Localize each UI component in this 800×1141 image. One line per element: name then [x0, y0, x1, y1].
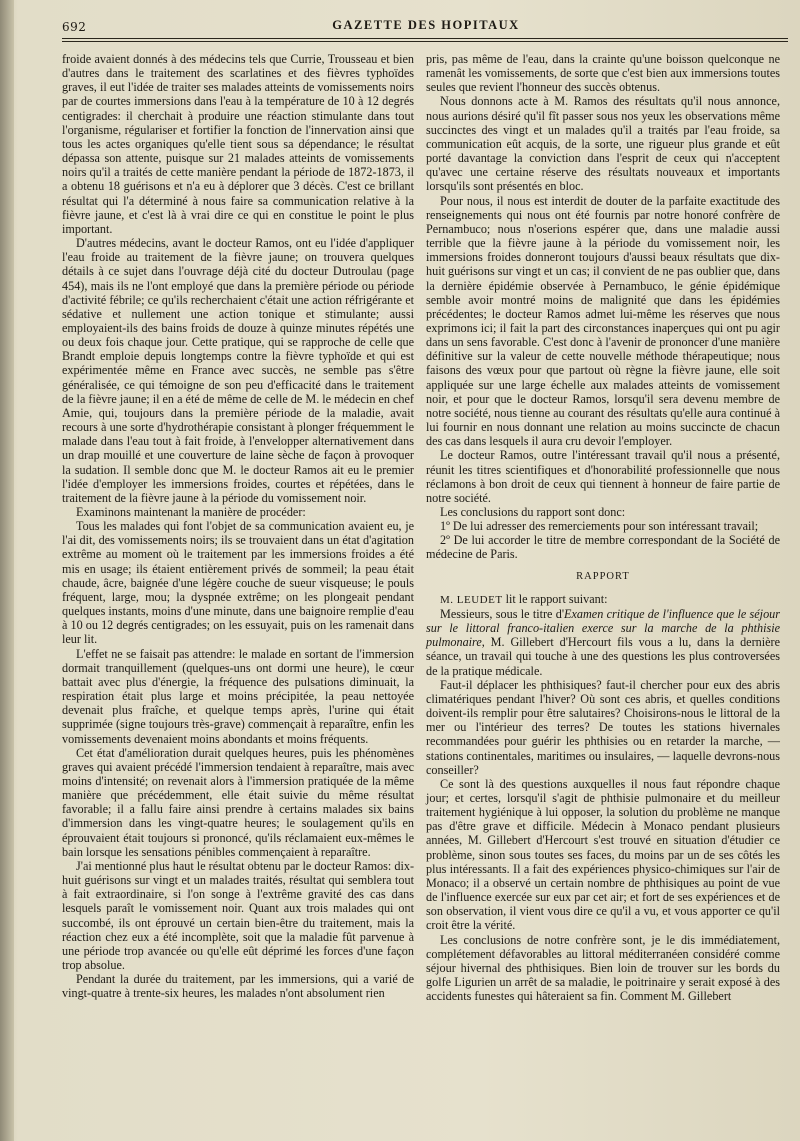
paragraph: Les conclusions de notre confrère sont, je le dis immédiatement, complétement défavorables au littoral méditerranéen considéré comme séjour hivernal des phthisiques. Bien loin de trouver sur les bords du golfe Ligurien un arrêt de sa maladie, le poitrinaire y serait exposé à des accidents funestes qui hâteraient sa fin. Comment M. Gillebert: [426, 932, 780, 1004]
section-heading: RAPPORT: [576, 570, 630, 582]
paragraph: Cet état d'amélioration durait quelques heures, puis les phénomènes graves qui avaient précédé l'immersion tendaient à reparaître, mais avec moins d'intensité; on revenait alors à l'immersion pratiquée de la même manière que précédemment, elle était suivie du même résultat favorable; il a fallu faire ainsi prendre à certains malades six bains d'immersion dans les vingt-quatre heures; le soulagement qu'ils en éprouvaient était toujours si prononcé, qu'ils réclamaient eux-mêmes le bain lorsque les sensations pénibles commençaient à reparaître.: [62, 745, 414, 859]
paragraph: L'effet ne se faisait pas attendre: le malade en sortant de l'immersion dormait tranquillement (quelques-uns ont dormi une heure), le cœur battait avec plus d'énergie, la fréquence des pulsations diminuait, la respiration était plus large et moins précipitée, la peau nettoyée devenait plus fraîche, et quelque temps après, l'urine qui était supprimée (signe toujours très-grave) commençait à reparaître, enfin les vomissements devenaient moins abondants et moins fréquents.: [62, 646, 414, 746]
paragraph: 1º De lui adresser des remerciements pour son intéressant travail;: [440, 519, 759, 534]
paragraph: pris, pas même de l'eau, dans la crainte qu'une boisson quelconque ne ramenât les vomissements, de sorte que c'est bien aux immersions toutes seules que revient l'honneur des succès obtenus.: [426, 52, 780, 95]
paragraph: Le docteur Ramos, outre l'intéressant travail qu'il nous a présenté, réunit les titres scientifiques et d'honorabilité professionnelle que nous réclamons à bon droit de ceux qui tiennent à honneur de faire partie de notre société.: [426, 448, 780, 505]
page-header: [62, 14, 790, 36]
paragraph: [426, 607, 780, 678]
work-title: Examen critique de l'influence que le séjour sur le littoral franco-italien exerce sur la marche de la phthisie pulmonaire: [426, 606, 781, 650]
binding-edge: [0, 0, 14, 1141]
paragraph: Tous les malades qui font l'objet de sa communication avaient eu, je l'ai dit, des vomissements noirs; ils se trouvaient dans un état d'agitation extrême au moment où le traitement par les immersions froides a été mis en usage; ils étaient entièrement privés de sommeil; la peau était chaude, âcre, baignée d'une légère couche de sueur visqueuse; le pouls fréquent, large, mou; la dyspnée extrême; on les plongeait pendant quelques instants, moins d'une minute, dans une baignoire remplie d'eau à 10 ou 12 degrés centigrades; on les essuyait, puis on les ramenait dans leur lit.: [62, 519, 414, 647]
paragraph: froide avaient donnés à des médecins tels que Currie, Trousseau et bien d'autres dans le traitement des scarlatines et des fièvres typhoïdes graves, il eut l'idée de traiter ses malades atteints de vomissements noirs par de courtes immersions dans l'eau à la température de 10 à 12 degrés centigrades: il cherchait à produire une réaction stimulante dans tout l'organisme, régulariser et fortifier la fonction de l'innervation ainsi que tous les actes organiques qu'elle tient sous sa dépendance; le résultat dépassa son attente, puisque sur 21 malades atteints de vomissements noirs qu'il a traités de cette manière pendant la période de 1872-1873, il a obtenu 18 guérisons et n'a eu à déplorer que 3 décès. C'est ce brillant résultat qui l'a déterminé à nous faire sa communication relative à la fièvre jaune, et c'est là à vrai dire ce qui en constitue le point le plus important.: [62, 52, 414, 236]
paragraph: Les conclusions du rapport sont donc:: [440, 505, 626, 519]
paragraph: Nous donnons acte à M. Ramos des résultats qu'il nous annonce, nous aurions désiré qu'il fît passer sous nos yeux les observations même succinctes des vingt et un malades qu'il a traités par l'eau froide, sa communication eût acquis, de la sorte, une rigueur plus grande et eût porté davantage la conviction dans l'esprit de ceux qui n'acceptent qu'avec une certaine réserve des résultats nouveaux et importants lorsqu'ils sont présentés en bloc.: [426, 94, 780, 194]
paragraph: Examinons maintenant la manière de procéder:: [76, 505, 306, 519]
speaker-line-text: lit le rapport suivant:: [502, 591, 608, 606]
speaker-name: M. LEUDET: [440, 593, 503, 606]
paragraph: D'autres médecins, avant le docteur Ramos, ont eu l'idée d'appliquer l'eau froide au traitement de la fièvre jaune; on trouvera quelques détails à ce sujet dans l'ouvrage déjà cité du docteur Dutroulau (page 454), mais ils ne l'ont employé que dans la première période ou période d'activité fébrile; ce qu'ils recherchaient c'était une action réfrigérante et sédative et nullement une action tonique et stimulante; aussi employaient-ils des bains froids de douze à quinze minutes répétés une ou deux fois chaque jour. Cette pratique, qui se rapproche de celle que Brandt emploie depuis longtemps contre la fièvre typhoïde et qui est expérimentée même en France avec succès, ne semble pas s'être généralisée, ce qui témoigne de son peu d'efficacité dans le traitement de la fièvre jaune; il en a été de même de celle de M. le médecin en chef Amie, qui, toujours dans la première période de la maladie, avait recours à une sorte d'hydrothérapie consistant à plonger fréquemment le malade dans l'eau tout à fait froide, à l'envelopper alternativement dans un drap mouillé et une couverture de laine sèche de façon à provoquer la sudation. Il semble donc que M. le docteur Ramos ait eu le premier l'idée d'employer les immersions froides, courtes et répétées, dans le traitement de la fièvre jaune à la période du vomissement noir.: [62, 236, 414, 505]
right-column: [426, 52, 780, 1003]
paragraph: 2º De lui accorder le titre de membre correspondant de la Société de médecine de Paris.: [426, 533, 780, 562]
paragraph-text: Messieurs, sous le titre d': [440, 606, 565, 621]
paragraph: Faut-il déplacer les phthisiques? faut-il chercher pour eux des abris climatériques pendant l'hiver? Où sont ces abris, et quelles conditions doivent-ils remplir pour être salutaires? Choisirons-nous le littoral de la mer ou l'intérieur des terres? De toutes les stations hivernales recommandées pour guérir les phthisies ou en retarder la marche, — stations continentales, maritimes ou insulaires, — laquelle devrons-nous conseiller?: [426, 677, 780, 777]
left-column: [62, 52, 414, 1000]
paragraph: Ce sont là des questions auxquelles il nous faut répondre chaque jour; et certes, lorsqu'il s'agit de phthisie pulmonaire et du meilleur traitement hygiénique à lui opposer, la solution du problème ne manque pas d'être grave et difficile. Médecin à Monaco pendant plusieurs années, M. Gillebert d'Hercourt s'est trouvé en situation d'étudier ce problème, sinon sous toutes ses faces, du moins par un de ses côtés les plus intéressants. Il a fait des expériences physico-chimiques sur l'air de Monaco; il a observé un certain nombre de phthisiques au point de vue de l'influence exercée sur eux par cet air; et fort de ses expériences et de son observation, il vient vous dire ce qu'il a vu, et vous apporter ce qu'il croit être la vérité.: [426, 776, 780, 933]
paragraph: Pendant la durée du traitement, par les immersions, qui a varié de vingt-quatre à trente-six heures, les malades n'ont absolument rien: [62, 972, 414, 1001]
header-rule-bottom: [62, 41, 788, 42]
speaker-line: [426, 592, 780, 607]
paragraph: J'ai mentionné plus haut le résultat obtenu par le docteur Ramos: dix-huit guérisons sur vingt et un malades traités, résultat qui semblera tout à fait extraordinaire, si l'on songe à l'extrême gravité des cas dans lesquels paraît le vomissement noir. Quant aux trois malades qui ont succombé, ils ont éprouvé un certain bien-être du traitement, mais la réaction chez eux a été incomplète, soit que la maladie fût parvenue à une période trop avancée ou qu'elle eût déprimé les forces d'une façon trop absolue.: [62, 858, 414, 972]
header-rule-top: [62, 38, 788, 39]
paragraph-text: , M. Gillebert d'Hercourt fils vous a lu, dans la dernière séance, un travail qui touche à une des questions les plus controversées de la pratique médicale.: [426, 635, 780, 678]
page-number: 692: [62, 20, 87, 34]
paragraph: Pour nous, il nous est interdit de douter de la parfaite exactitude des renseignements qui nous ont été fournis par notre honoré confrère de Pernambuco; nous n'oserions espérer que, dans une maladie aussi terrible que la fièvre jaune à la période du vomissement noir, les immersions froides donneront toujours d'aussi beaux résultats que dix-huit guérisons sur vingt et un cas; il convient de ne pas oublier que, dans la dernière épidémie observée à Pernambuco, le génie épidémique semble avoir montré moins de malignité que dans les épidémies précédentes; le docteur Ramos admet lui-même les réserves que nous exprimons ici; il fait la part des circonstances inaperçues qui ont pu agir dans un sens favorable. C'est donc à l'avenir de prononcer d'une manière définitive sur la valeur de cette nouvelle méthode thérapeutique; nous faisons des vœux pour que partout où règne la fièvre jaune, elle soit appliquée sur une large échelle aux malades atteints de vomissement noir, et pour que le docteur Ramos, lorsqu'il sera devenu membre de notre société, nous tienne au courant des résultats qu'elle aura continué à lui fournir en nous donnant une relation au moins succincte de chacun des cas dans lesquels il aura cru devoir l'employer.: [426, 193, 780, 449]
running-title: GAZETTE DES HOPITAUX: [332, 18, 520, 32]
